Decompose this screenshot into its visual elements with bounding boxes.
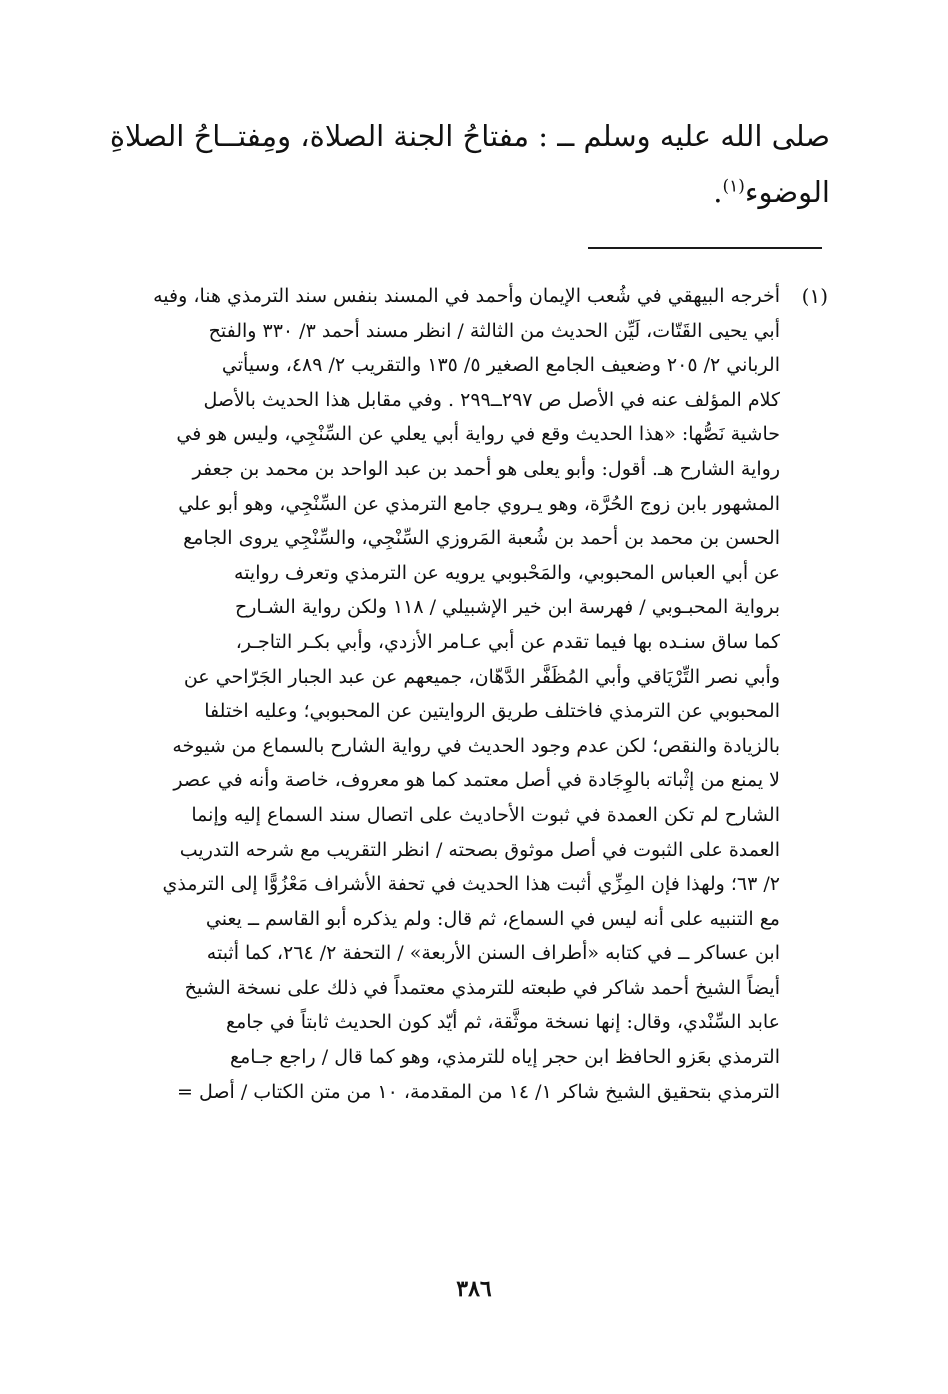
footnote-line: ابن عساكر ــ في كتابه «أطراف السنن الأربعة» / التحفة ٢/ ٢٦٤، كما أثبته	[206, 942, 780, 965]
footnote-marker: (١)	[801, 284, 828, 308]
footnote-line: أخرجه البيهقي في شُعب الإيمان وأحمد في المسند بنفس سند الترمذي هنا، وفيه	[153, 285, 780, 307]
footnote-line: عن أبي العباس المحبوبي، والمَحْبوبي يرويه عن الترمذي وتعرف روايته	[234, 561, 780, 584]
footnote-line: ٢/ ٦٣؛ ولهذا فإن المِزِّي أثبت هذا الحديث في تحفة الأشراف مَعْزُوًّا إلى الترمذي	[162, 873, 780, 896]
footnote-line: الحسن بن محمد بن أحمد بن شُعبة المَروزي السِّنْجِي، والسِّنْجِي يروى الجامع	[183, 527, 780, 550]
footnote-line: وأبي نصر التِّرْيَاقي وأبي المُظَفَّر الدَّهّان، جميعهم عن عبد الجبار الجَرّاحي عن	[183, 665, 780, 688]
footnote-line: أبي يحيى القَتّات، لَيِّن الحديث من الثالثة / انظر مسند أحمد ٣/ ٣٣٠ والفتح	[208, 319, 780, 342]
footnote-line: كلام المؤلف عنه في الأصل ص ٢٩٧ــ٢٩٩ . وفي مقابل هذا الحديث بالأصل	[203, 388, 780, 411]
footnote-line: برواية المحبـوبي / فهرسة ابن خير الإشبيلي / ١١٨ ولكن رواية الشـارح	[234, 596, 780, 619]
footnote-line: أيضاً الشيخ أحمد شاكر في طبعته للترمذي معتمداً في ذلك على نسخة الشيخ	[184, 976, 780, 999]
footnote-separator	[588, 247, 822, 249]
main-text-line	[110, 164, 830, 220]
footnote-line: بالزيادة والنقص؛ لكن عدم وجود الحديث في رواية الشارح بالسماع من شيوخه	[172, 734, 780, 757]
footnote-reference[interactable]: (١)	[722, 176, 745, 197]
sentence-end: .	[713, 175, 723, 209]
main-text-block	[110, 108, 830, 220]
page-number: ٣٨٦	[456, 1276, 492, 1302]
footnote-block	[120, 279, 780, 1109]
footnote-line: كما ساق سنـده بها فيما تقدم عن أبي عـامر الأزدي، وأبي بكـر التاجـر،	[235, 630, 780, 653]
footnote-line: عابد السِّنْدي، وقال: إنها نسخة موثَّقة، ثم أيّد كون الحديث ثابتاً في جامع	[225, 1011, 780, 1034]
footnote-line: الترمذي بعَزو الحافظ ابن حجر إياه للترمذي، وهو كما قال / راجع جـامع	[229, 1046, 780, 1069]
main-text-line-content: الوضوء	[744, 175, 830, 209]
footnote-line: لا يمنع من إثْباته بالوِجَادة في أصل معتمد كما هو معروف، خاصة وأنه في عصر	[173, 769, 780, 792]
footnote-line: المشهور بابن زوج الحُرَّة، وهو يـروي جامع الترمذي عن السِّنْجِي، وهو أبو علي	[178, 492, 780, 515]
footnote-line: حاشية نَصُّها: «هذا الحديث وقع في رواية أبي يعلي عن السِّنْجِي، وليس هو في	[176, 423, 780, 446]
main-text-line: صلى الله عليه وسلم ــ : مفتاحُ الجنة الصلاة، ومِفتــاحُ الصلاةِ	[109, 119, 830, 153]
footnote-line: مع التنبيه على أنه ليس في السماع، ثم قال: ولم يذكره أبو القاسم ــ يعني	[205, 907, 780, 930]
footnote-line: الترمذي بتحقيق الشيخ شاكر ١/ ١٤ من المقدمة، ١٠ من متن الكتاب / أصل =	[177, 1080, 780, 1103]
footnote-line: المحبوبي عن الترمذي فاختلف طريق الروايتين عن المحبوبي؛ وعليه اختلفا	[204, 700, 780, 723]
footnote-line: رواية الشارح هـ. أقول: وأبو يعلى هو أحمد بن عبد الواحد بن محمد بن جعفر	[192, 457, 780, 480]
footnote-line: الرباني ٢/ ٢٠٥ وضعيف الجامع الصغير ٥/ ١٣٥ والتقريب ٢/ ٤٨٩، وسيأتي	[221, 354, 780, 377]
footnote-line: العمدة على الثبوت في أصل موثوق بصحته / انظر التقريب مع شرحه التدريب	[179, 838, 780, 861]
footnote-line: الشارح لم تكن العمدة في ثبوت الأحاديث على اتصال سند السماع إليه وإنما	[191, 803, 780, 826]
